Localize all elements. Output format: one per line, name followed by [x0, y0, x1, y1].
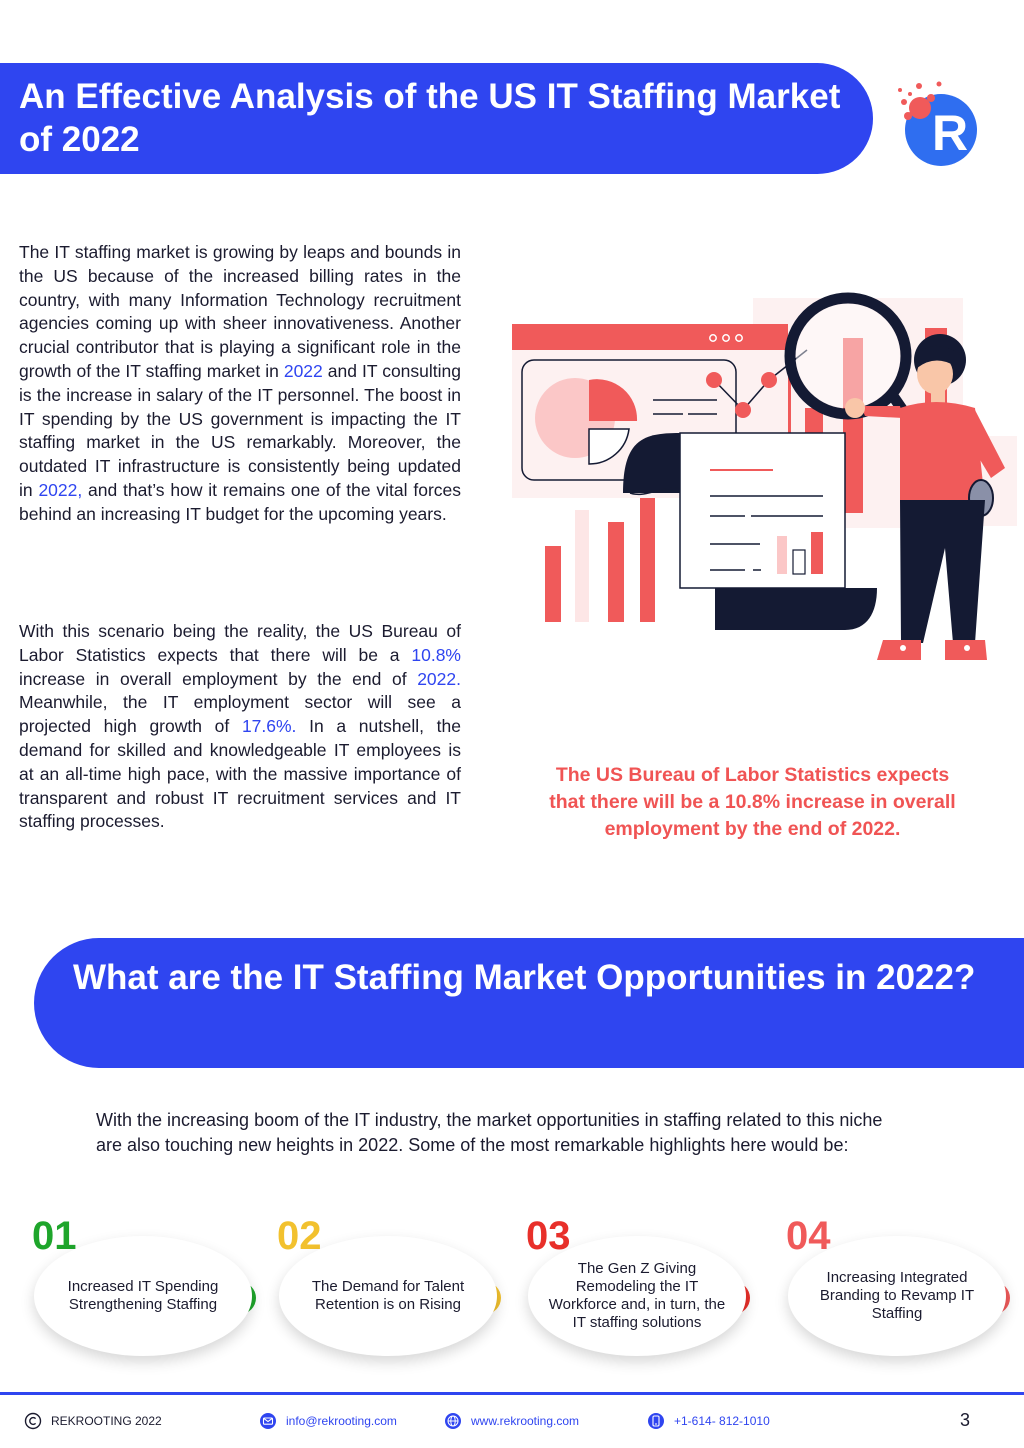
- email-link[interactable]: info@rekrooting.com: [286, 1414, 397, 1428]
- header-banner: [0, 63, 873, 174]
- highlight-number: 02: [277, 1214, 322, 1258]
- rekrooting-logo: [892, 76, 982, 168]
- footer-divider: [0, 1392, 1024, 1395]
- phone-link[interactable]: +1-614- 812-1010: [674, 1414, 770, 1428]
- footer-email[interactable]: [259, 1411, 397, 1431]
- rekrooting-r-logo-icon: [892, 76, 982, 168]
- highlight-bubble: [528, 1236, 746, 1356]
- statistic-callout: The US Bureau of Labor Statistics expects that there will be a 10.8% increase in overall employment by the end of 2022.: [549, 764, 956, 840]
- highlight-bubble: [34, 1236, 252, 1356]
- page-title: An Effective Analysis of the US IT Staffing Market of 2022: [19, 77, 841, 159]
- highlight-number: 03: [526, 1214, 571, 1258]
- year-highlight: 2022: [283, 360, 323, 381]
- highlight-text: Increased IT Spending Strengthening Staffing: [67, 1278, 219, 1313]
- stat-highlight: 10.8%: [411, 644, 461, 665]
- highlight-card: [526, 1212, 756, 1362]
- highlight-text: The Demand for Talent Retention is on Rising: [311, 1278, 465, 1313]
- opportunities-intro: With the increasing boom of the IT industry, the market opportunities in staffing related to this niche are also touching new heights in 2022. Some of the most remarkable highlights here would be:: [96, 1110, 883, 1155]
- highlight-card: [32, 1212, 262, 1362]
- highlight-bubble: [279, 1236, 497, 1356]
- copyright-icon: [24, 1412, 42, 1430]
- intro-paragraph: The IT staffing market is growing by leaps and bounds in the US because of the increased billing rates in the country, with many Information Technology recruitment agencies coming up with sheer innovativeness. Another crucial contributor that is playing a significant role in the growth of the IT staffing market in 2022 and IT consulting is the increase in salary of the IT personnel. The boost in IT spending by the US government is impacting the IT staffing market in the US remarkably. Moreover, the outdated IT infrastructure is consistently being updated in 2022, and that’s how it remains one of the vital forces behind an increasing IT budget for the upcoming years.: [19, 242, 462, 524]
- highlight-text: Increasing Integrated Branding to Revamp IT Staffing: [819, 1269, 975, 1322]
- copyright-text: REKROOTING 2022: [51, 1414, 162, 1428]
- analysis-illustration: [505, 288, 1020, 668]
- email-icon: [259, 1412, 277, 1430]
- highlight-bubble: [788, 1236, 1006, 1356]
- highlight-card: [786, 1212, 1016, 1362]
- year-highlight: 2022,: [38, 479, 83, 500]
- footer-website[interactable]: [444, 1411, 579, 1431]
- statistics-paragraph: With this scenario being the reality, the US Bureau of Labor Statistics expects that there will be a 10.8% increase in overall employment by the end of 2022. Meanwhile, the IT employment sector will see a projected high growth of 17.6%. In a nutshell, the demand for skilled and knowledgeable IT employees is at an all-time high pace, with the massive importance of transparent and robust IT recruitment services and IT staffing processes.: [19, 621, 461, 832]
- highlight-number: 01: [32, 1214, 77, 1258]
- highlight-card: [277, 1212, 507, 1362]
- highlight-number: 04: [786, 1214, 831, 1258]
- footer-copyright: [24, 1411, 162, 1431]
- year-highlight: 2022.: [417, 668, 461, 689]
- section-title: What are the IT Staffing Market Opportunities in 2022?: [73, 958, 976, 997]
- globe-icon: [444, 1412, 462, 1430]
- stat-highlight: 17.6%.: [241, 716, 297, 737]
- footer-phone[interactable]: [647, 1411, 770, 1431]
- highlight-text: The Gen Z Giving Remodeling the IT Workforce and, in turn, the IT staffing solutions: [548, 1260, 726, 1331]
- website-link[interactable]: www.rekrooting.com: [471, 1414, 580, 1428]
- svg-text:R: R: [931, 105, 969, 161]
- section-banner: [34, 938, 1024, 1068]
- phone-icon: [647, 1412, 665, 1430]
- page-number: 3: [960, 1410, 971, 1430]
